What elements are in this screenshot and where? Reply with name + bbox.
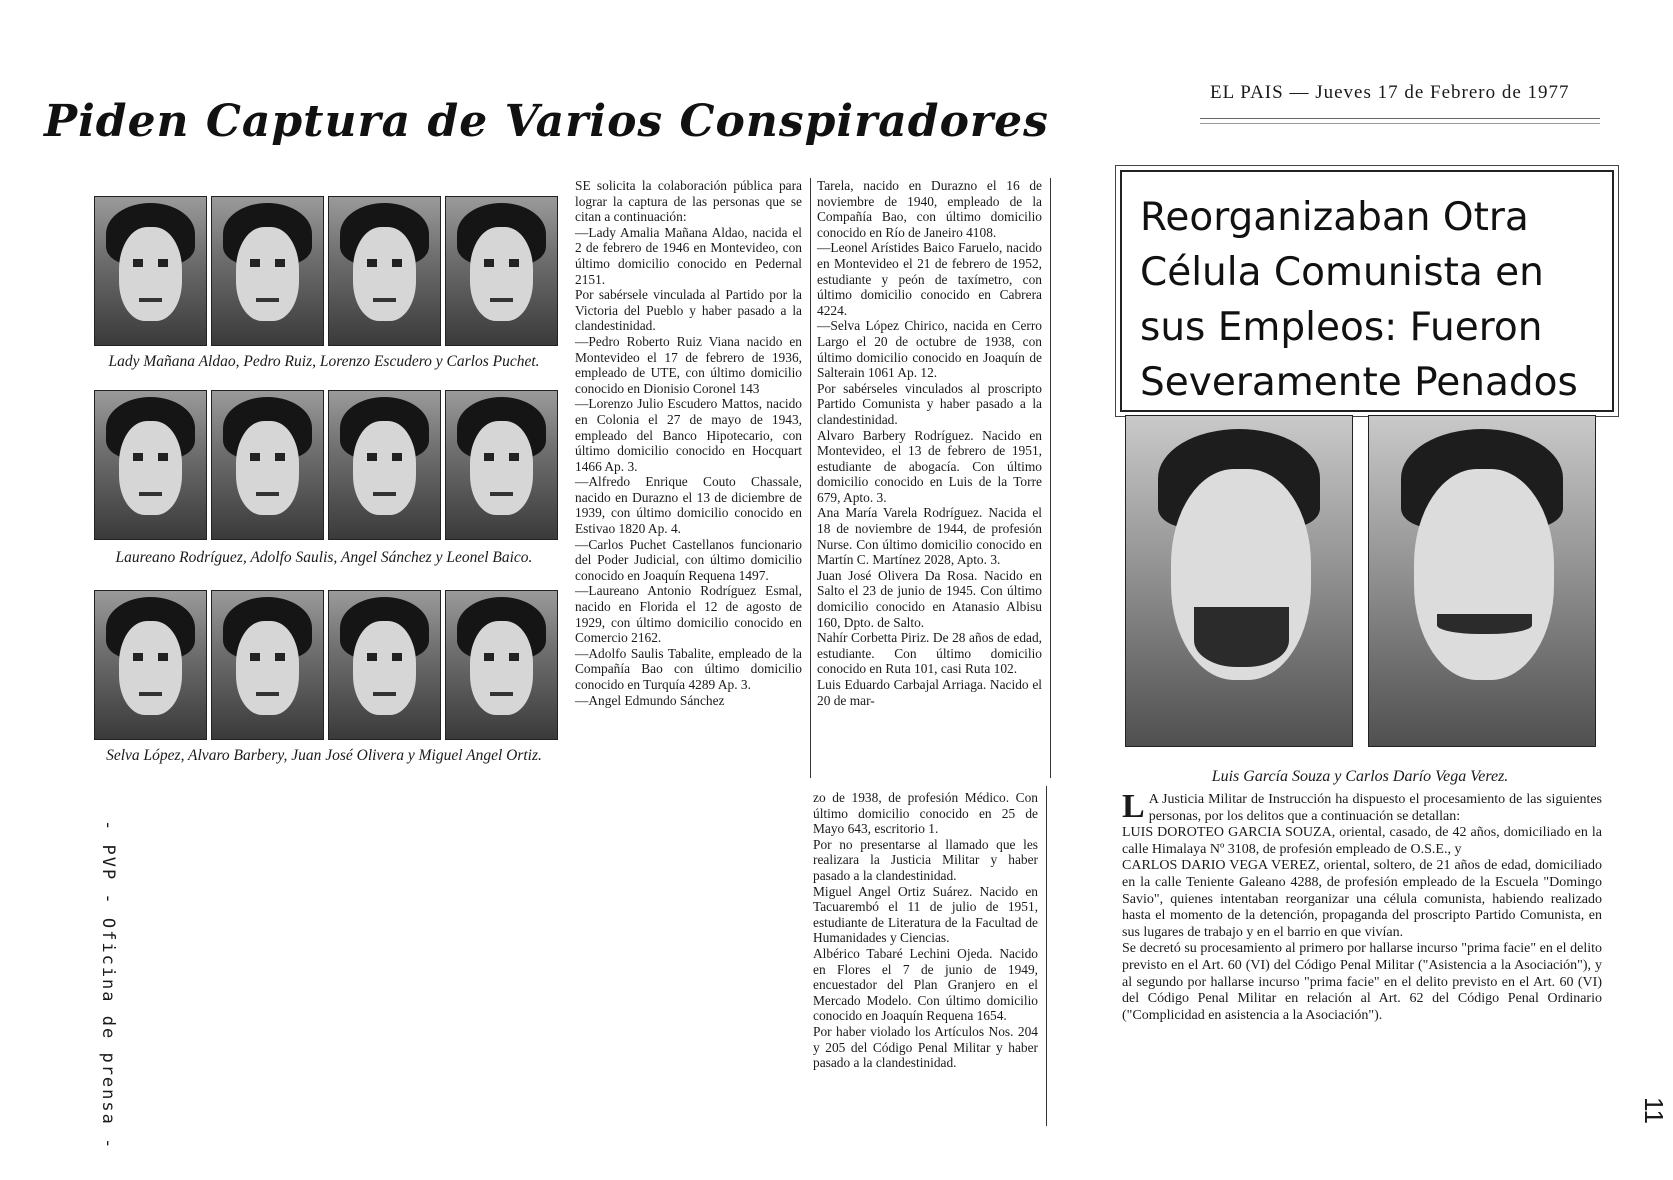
- right-article-title: Reorganizaban Otra Célula Comunista en sus Empleos: Fueron Severamente Penados: [1140, 195, 1578, 405]
- article-column-2: Tarela, nacido en Durazno el 16 de noviembre de 1940, empleado de la Compañía Bao, con último domicilio conocido en Río de Janeiro 4108. —Leonel Arístides Baico Faruelo, nacido en Montevideo el 21 de febrero de 1952, estudiante y peón de taxímetro, con último domicilio conocido en Cabrera 4224. —Selva López Chirico, nacida en Cerro Largo el 20 de octubre de 1938, con último domicilio conocido en Joaquín de Salterain 1061 Ap. 12. Por sabérseles vinculados al proscripto Partido Comunista y haber pasado a la clandestinidad. Alvaro Barbery Rodríguez. Nacido en Montevideo, el 13 de febrero de 1951, estudiante de abogacía. Con último domicilio conocido en Luis de la Torre 679, Apto. 3. Ana María Varela Rodríguez. Nacida el 18 de noviembre de 1944, de profesión Nurse. Con último domicilio conocido en Martín C. Martínez 2028, Apto. 3. Juan José Olivera Da Rosa. Nacido en Salto el 23 de junio de 1945. Con último domicilio conocido en Atanasio Albisu 160, Dpto. de Salto. Nahír Corbetta Piriz. De 28 años de edad, estudiante. Con último domicilio conocido en Ruta 101, casi Ruta 102. Luis Eduardo Carbajal Arriaga. Nacido el 20 de mar-: [817, 178, 1042, 708]
- page-number: 11: [1639, 1097, 1669, 1124]
- photo-row-2: [94, 390, 558, 540]
- photo-caption-3: Selva López, Alvaro Barbery, Juan José Olivera y Miguel Angel Ortiz.: [106, 747, 542, 764]
- portrait-photo: [211, 590, 324, 740]
- column-divider: [810, 178, 811, 778]
- masthead: EL PAIS — Jueves 17 de Febrero de 1977: [1210, 82, 1570, 103]
- photo-row-1: [94, 196, 558, 346]
- article-column-1: SE solicita la colaboración pública para lograr la captura de las personas que se citan a continuación: —Lady Amalia Mañana Aldao, nacida el 2 de febrero de 1946 en Montevideo, con último domicilio conocido en Pedernal 2151. Por sabérsele vinculada al Partido por la Victoria del Pueblo y haber pasado a la clandestinidad. —Pedro Roberto Ruiz Viana nacido en Montevideo el 17 de febrero de 1936, empleado de UTE, con último domicilio conocido en Dionisio Coronel 143 —Lorenzo Julio Escudero Mattos, nacido en Colonia el 27 de mayo de 1943, empleado del Banco Hipotecario, con último domicilio conocido en Hocquart 1466 Ap. 3. —Alfredo Enrique Couto Chassale, nacido en Durazno el 13 de diciembre de 1939, con último domicilio conocido en Estivao 1820 Ap. 4. —Carlos Puchet Castellanos funcionario del Poder Judicial, con último domicilio conocido en Joaquín Requena 1497. —Laureano Antonio Rodríguez Esmal, nacido en Florida el 12 de agosto de 1929, con último domicilio conocido en Comercio 2162. —Adolfo Saulis Tabalite, empleado de la Compañía Bao con último domicilio conocido en Turquía 4289 Ap. 3. —Angel Edmundo Sánchez: [575, 178, 802, 708]
- article-column-3: zo de 1938, de profesión Médico. Con último domicilio conocido en 25 de Mayo 643, escritorio 1. Por no presentarse al llamado que les realizara la Justicia Militar y haber pasado a la clandestinidad. Miguel Angel Ortiz Suárez. Nacido en Tacuarembó el 11 de julio de 1951, estudiante de Literatura de la Facultad de Humanidades y Ciencias. Albérico Tabaré Lechini Ojeda. Nacido en Flores el 7 de junio de 1949, encuestador del Plan Granjero en el Mercado Modelo. Con último domicilio conocido en Joaquín Requena 1654. Por haber violado los Artículos Nos. 204 y 205 del Código Penal Militar y haber pasado a la clandestinidad.: [813, 790, 1038, 1071]
- portrait-photo: [445, 590, 558, 740]
- portrait-photo: [94, 390, 207, 540]
- portrait-photo-large: [1125, 415, 1353, 747]
- sidebar-stamp: [86, 820, 126, 1180]
- sidebar-text: - PVP - Oficina de prensa -: [98, 820, 118, 1151]
- right-photo-caption: Luis García Souza y Carlos Darío Vega Verez.: [1211, 768, 1509, 785]
- headline: Piden Captura de Varios Conspiradores: [44, 96, 1049, 147]
- column-divider: [1046, 786, 1047, 1126]
- portrait-photo-large: [1368, 415, 1596, 747]
- masthead-rule: [1200, 118, 1600, 124]
- photo-caption-1: Lady Mañana Aldao, Pedro Ruiz, Lorenzo Escudero y Carlos Puchet.: [108, 353, 540, 370]
- portrait-photo: [445, 196, 558, 346]
- right-article-body: [1122, 788, 1602, 1024]
- portrait-photo: [211, 196, 324, 346]
- right-article-text: A Justicia Militar de Instrucción ha dispuesto el procesamiento de las siguientes personas, por los delitos que a continuación se detallan: LUIS DOROTEO GARCIA SOUZA, oriental, casado, de 42 años, domiciliado en la calle Himalaya Nº 3108, de profesión empleado de O.S.E., y CARLOS DARIO VEGA VEREZ, oriental, soltero, de 21 años de edad, domiciliado en la calle Teniente Galeano 4288, de profesión empleado de la Escuela "Domingo Savio", quienes intentaban reorganizar una célula comunista, habiendo realizado hasta el momento de la detención, propaganda del proscripto Partido Comunista, en sus lugares de trabajo y en el barrio en que vivían. Se decretó su procesamiento al primero por hallarse incurso "prima facie" en el delito previsto en el Art. 60 (VI) del Código Penal Militar ("Asistencia a la Asociación"), y al segundo por hallarse incurso "prima facie" en el delito previsto en el Art. 60 (VI) del Código Penal Militar en relación al Art. 62 del Código Penal Ordinario ("Complicidad en asistencia a la Asociación").: [1122, 792, 1602, 1023]
- portrait-photo: [445, 390, 558, 540]
- portrait-photo: [94, 196, 207, 346]
- column-divider: [1050, 178, 1051, 778]
- portrait-photo: [328, 390, 441, 540]
- drop-cap: L: [1122, 788, 1145, 825]
- portrait-photo: [328, 590, 441, 740]
- portrait-photo: [211, 390, 324, 540]
- photo-row-3: [94, 590, 558, 740]
- photo-caption-2: Laureano Rodríguez, Adolfo Saulis, Angel Sánchez y Leonel Baico.: [115, 549, 533, 566]
- portrait-photo: [328, 196, 441, 346]
- portrait-photo: [94, 590, 207, 740]
